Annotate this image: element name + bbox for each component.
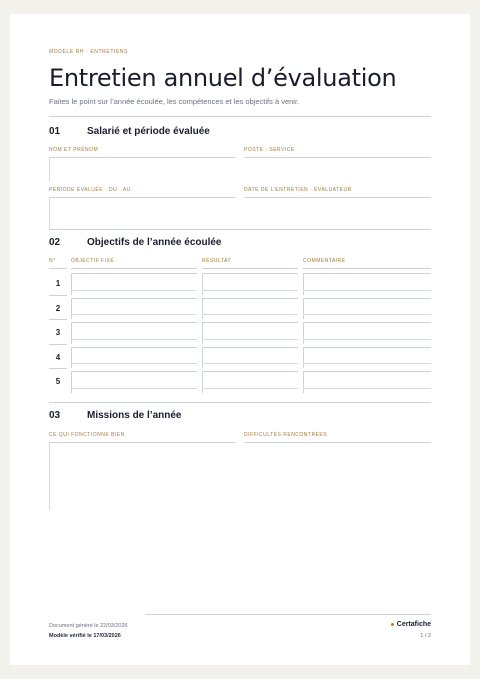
footer-rule [145, 614, 431, 615]
page-title: Entretien annuel d’évaluation [49, 64, 397, 92]
comment-cell[interactable] [303, 371, 431, 393]
result-cell[interactable] [202, 371, 298, 393]
page-subtitle: Faites le point sur l’année écoulée, les compétences et les objectifs à venir. [49, 97, 300, 106]
period-field[interactable] [49, 197, 236, 229]
interview-date-label: DATE DE L’ENTRETIEN · ÉVALUATEUR [244, 187, 352, 193]
cell-underline [71, 314, 197, 315]
objective-cell[interactable] [71, 371, 197, 393]
strengths-field[interactable] [49, 442, 236, 510]
row-divider [49, 344, 67, 345]
eyebrow-label: MODÈLE RH · ENTRETIENS [49, 49, 129, 55]
name-label: NOM ET PRÉNOM [49, 147, 99, 153]
row-number: 1 [55, 279, 61, 288]
cell-underline [303, 388, 431, 389]
section2-number: 02 [49, 237, 61, 248]
section2-bottom-rule [49, 402, 431, 403]
comment-cell[interactable] [303, 273, 431, 295]
section1-bottom-rule [49, 229, 431, 230]
cell-underline [71, 339, 197, 340]
difficulties-label: DIFFICULTÉS RENCONTRÉES [244, 432, 328, 438]
cell-underline [202, 339, 298, 340]
section1-number: 01 [49, 126, 61, 137]
row-divider [49, 368, 67, 369]
objective-cell[interactable] [71, 298, 197, 320]
cell-underline [303, 314, 431, 315]
cell-underline [202, 363, 298, 364]
section3-title: Missions de l’année [87, 410, 182, 421]
position-label: POSTE · SERVICE [244, 147, 295, 153]
header-rule-number [49, 268, 67, 269]
page-number: 1 / 2 [420, 633, 431, 639]
cell-underline [71, 290, 197, 291]
section1-title: Salarié et période évaluée [87, 126, 210, 137]
row-number: 3 [55, 328, 61, 337]
header-rule-objective [71, 268, 197, 269]
column-header-comment: COMMENTAIRE [303, 258, 346, 264]
document-page [10, 14, 470, 665]
cell-underline [303, 339, 431, 340]
result-cell[interactable] [202, 298, 298, 320]
interview-date-field[interactable] [244, 197, 431, 229]
comment-cell[interactable] [303, 298, 431, 320]
position-field[interactable] [244, 157, 431, 181]
objective-cell[interactable] [71, 347, 197, 369]
verified-date: Modèle vérifié le 17/03/2026 [49, 633, 121, 639]
header-rule-comment [303, 268, 431, 269]
cell-underline [202, 290, 298, 291]
result-cell[interactable] [202, 273, 298, 295]
section2-title: Objectifs de l’année écoulée [87, 237, 222, 248]
column-header-number: N° [49, 258, 56, 264]
cell-underline [71, 363, 197, 364]
header-rule-result [202, 268, 298, 269]
section3-number: 03 [49, 410, 61, 421]
result-cell[interactable] [202, 322, 298, 344]
row-divider [49, 319, 67, 320]
difficulties-field[interactable] [244, 442, 431, 510]
header-divider [49, 116, 431, 117]
strengths-label: CE QUI FONCTIONNE BIEN [49, 432, 125, 438]
cell-underline [303, 290, 431, 291]
cell-underline [71, 388, 197, 389]
comment-cell[interactable] [303, 322, 431, 344]
objective-cell[interactable] [71, 322, 197, 344]
brand-name: Certafiche [396, 621, 431, 628]
brand-logo [391, 621, 431, 628]
column-header-result: RÉSULTAT [202, 258, 232, 264]
comment-cell[interactable] [303, 347, 431, 369]
period-label: PÉRIODE ÉVALUÉE · DU · AU [49, 187, 131, 193]
cell-underline [202, 314, 298, 315]
brand-dot-icon [391, 623, 394, 626]
row-divider [49, 295, 67, 296]
row-number: 5 [55, 377, 61, 386]
cell-underline [202, 388, 298, 389]
name-field[interactable] [49, 157, 236, 181]
row-number: 2 [55, 303, 61, 313]
row-number: 4 [55, 352, 61, 362]
result-cell[interactable] [202, 347, 298, 369]
cell-underline [303, 363, 431, 364]
column-header-objective: OBJECTIF FIXÉ [71, 258, 115, 264]
generated-date: Document généré le 22/03/2026 [49, 623, 128, 629]
objective-cell[interactable] [71, 273, 197, 295]
